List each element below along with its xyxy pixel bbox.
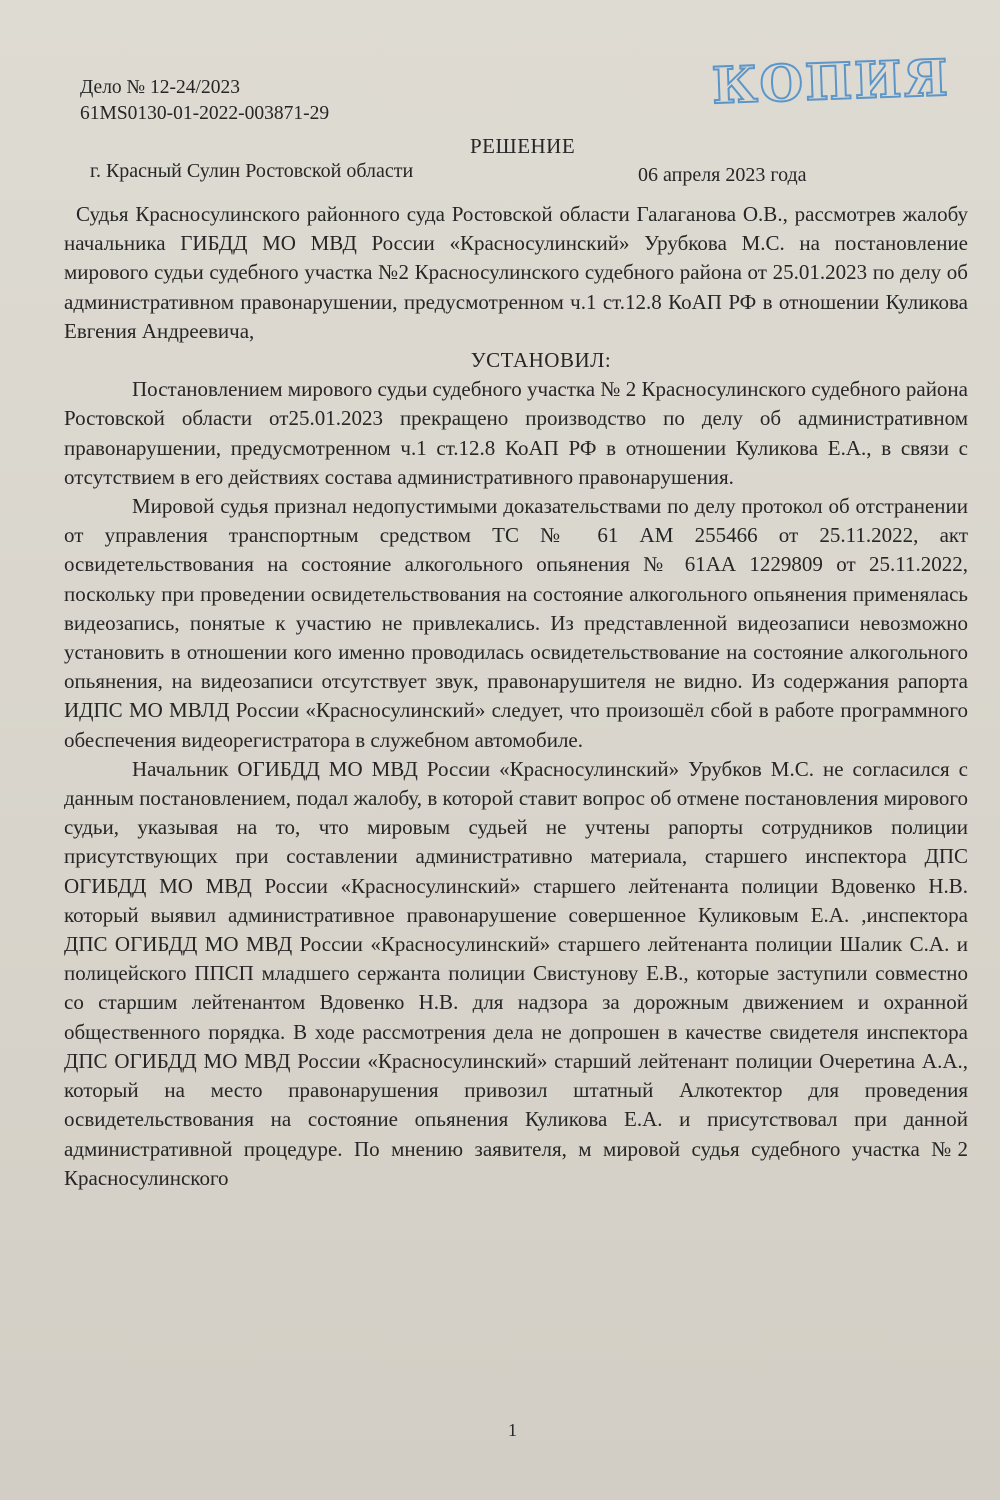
paragraph-3: Начальник ОГИБДД МО МВД России «Красносулинский» Урубков М.С. не согласился с данным постановлением, подал жалобу, в которой ставит вопрос об отмене постановления мирового судьи, указывая на то, что мировым судьей не учтены рапорты сотрудников полиции присутствующих при составлении административно материала, старшего инспектора ДПС ОГИБДД МО МВД России «Красносулинский» старшего лейтенанта полиции Вдовенко Н.В. который выявил административное правонарушение совершенное Куликовым Е.А. ,инспектора ДПС ОГИБДД МО МВД России «Красносулинский» старшего лейтенанта полиции Шалик С.А. и полицейского ППСП младшего сержанта полиции Свистунову Е.В., которые заступили совместно со старшим лейтенантом Вдовенко Н.В. для надзора за дорожным движением и охранной общественного порядка. В ходе рассмотрения дела не допрошен в качестве свидетеля инспектора ДПС ОГИБДД МО МВД России «Красносулинский» старший лейтенант полиции Очеретина А.А., который на место правонарушения привозил штатный Алкотектор для проведения освидетельствования на состояние опьянения Куликова Е.А. и присутствовал при данной административной процедуре. По мнению заявителя, м мировой судья судебного участка №2 Красносулинского [64, 756, 968, 1190]
copy-stamp: КОПИЯ [711, 47, 951, 116]
case-identifier: 61MS0130-01-2022-003871-29 [80, 103, 330, 124]
intro-paragraph: Судья Красносулинского районного суда Ростовской области Галаганова О.В., рассмотрев жалобу начальника ГИБДД МО МВД России «Красносулинский» Урубкова М.С. на постановление мирового судьи судебного участка №2 Красносулинского судебного района от 25.01.2023 по делу об административном правонарушении, предусмотренном ч.1 ст.12.8 КоАП РФ в отношении Куликова Евгения Андреевича, [64, 202, 968, 343]
paragraph-2: Мировой судья признал недопустимыми доказательствами по делу протокол об отстранении от управления транспортным средством ТС № 61 АМ 255466 от 25.11.2022, акт освидетельствования на состояние алкогольного опьянения № 61АА 1229809 от 25.11.2022, поскольку при проведении освидетельствования на состояние алкогольного опьянения применялась видеозапись, понятые к участию не привлекались. Из представленной видеозаписи невозможно установить в отношении кого именно проводилась освидетельствование на состояние алкогольного опьянения, на видеозаписи отсутствует звук, правонарушителя не видно. Из содержания рапорта ИДПС МО МВЛД России «Красносулинский» следует, что произошёл сбой в работе программного обеспечения видеорегистратора в служебном автомобиле. [64, 494, 968, 752]
section-heading: УСТАНОВИЛ: [470, 348, 612, 373]
case-number: Дело № 12-24/2023 [80, 77, 240, 98]
document-place: г. Красный Сулин Ростовской области [90, 160, 414, 182]
paragraph-1: Постановлением мирового судьи судебного участка № 2 Красносулинского судебного района Ростовской области от25.01.2023 прекращено производство по делу об административном правонарушении, предусмотренном ч.1 ст.12.8 КоАП РФ в отношении Куликова Е.А., в связи с отсутствием в его действиях состава административного правонарушения. [64, 377, 968, 489]
case-number-block [80, 75, 329, 127]
page-number: 1 [508, 1420, 517, 1440]
document-date: 06 апреля 2023 года [638, 164, 807, 186]
document-title: РЕШЕНИЕ [470, 134, 576, 158]
document-body [64, 200, 968, 1193]
